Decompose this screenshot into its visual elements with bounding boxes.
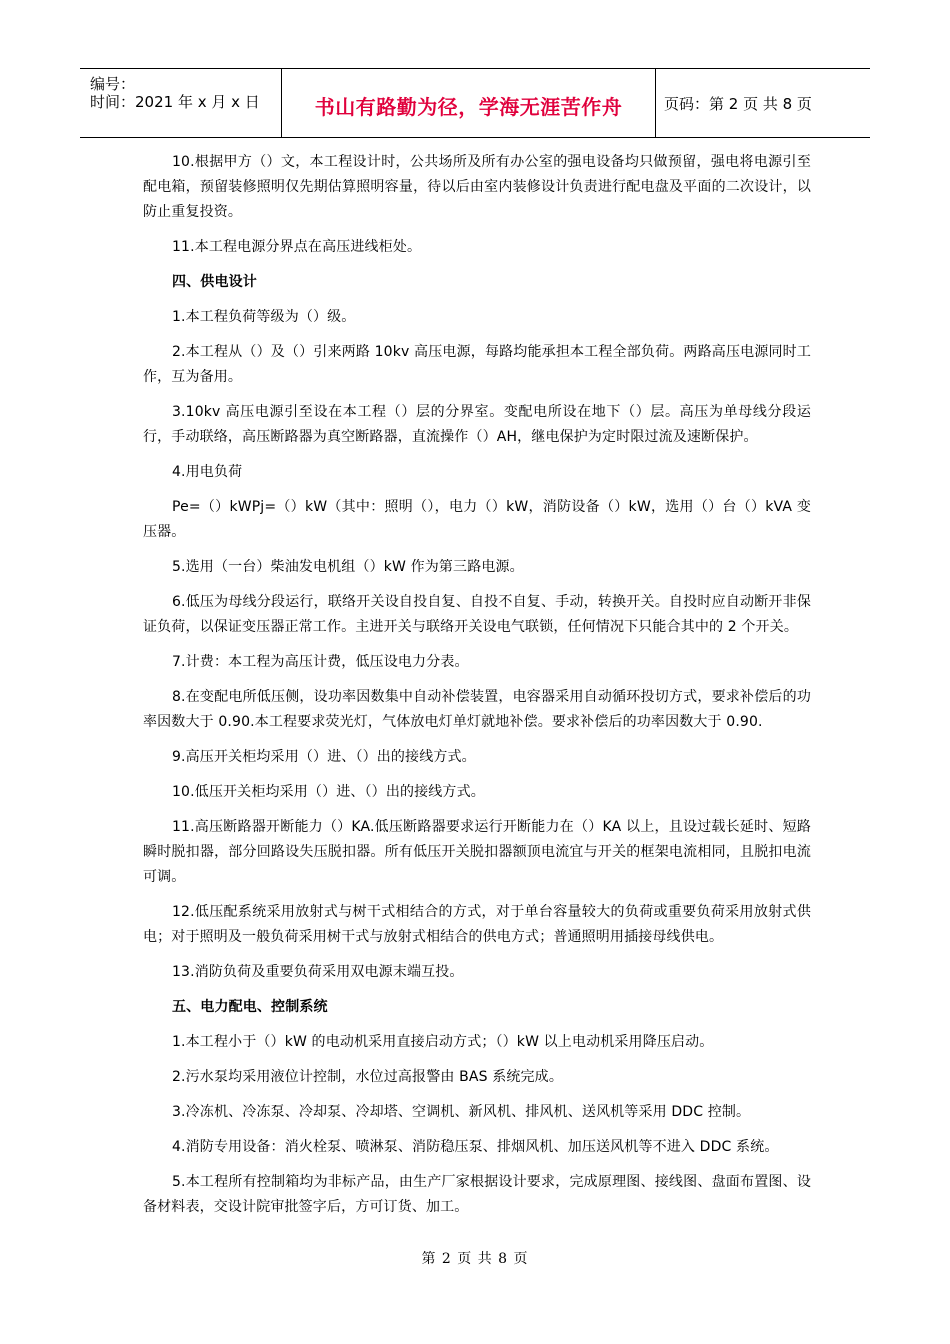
paragraph: 12.低压配系统采用放射式与树干式相结合的方式，对于单台容量较大的负荷或重要负荷采用放射式供电；对于照明及一般负荷采用树干式与放射式相结合的供电方式；普通照明用插接母线供电。 — [143, 904, 811, 945]
paragraph: 4.用电负荷 — [172, 464, 243, 480]
paragraph: 13.消防负荷及重要负荷采用双电源末端互投。 — [172, 964, 464, 980]
header-page-cell — [656, 69, 870, 137]
page-footer: 第 2 页 共 8 页 — [421, 1251, 529, 1267]
header-page-code: 页码：第 2 页 共 8 页 — [664, 95, 812, 113]
paragraph: 1.本工程小于（）kW 的电动机采用直接启动方式；（）kW 以上电动机采用降压启动。 — [172, 1034, 714, 1050]
paragraph: 9.高压开关柜均采用（）进、（）出的接线方式。 — [172, 749, 476, 765]
header-motto: 书山有路勤为径，学海无涯苦作舟 — [314, 95, 623, 119]
section-heading: 四、供电设计 — [172, 274, 257, 290]
header-motto-cell — [282, 69, 656, 137]
paragraph: 6.低压为母线分段运行，联络开关设自投自复、自投不自复、手动，转换开关。自投时应自动断开非保证负荷，以保证变压器正常工作。主进开关与联络开关设电气联锁，任何情况下只能合其中的 2 个开关。 — [143, 594, 811, 635]
paragraph: 2.本工程从（）及（）引来两路 10kv 高压电源，每路均能承担本工程全部负荷。两路高压电源同时工作，互为备用。 — [143, 344, 811, 385]
section-heading: 五、电力配电、控制系统 — [172, 999, 328, 1015]
paragraph: 5.本工程所有控制箱均为非标产品，由生产厂家根据设计要求，完成原理图、接线图、盘面布置图、设备材料表，交设计院审批签字后，方可订货、加工。 — [143, 1174, 811, 1215]
document-number-label: 编号： — [90, 75, 136, 93]
paragraph: 11.高压断路器开断能力（）KA.低压断路器要求运行开断能力在（）KA 以上，且设过载长延时、短路瞬时脱扣器，部分回路设失压脱扣器。所有低压开关脱扣器额顶电流宜与开关的框架电流相同，且脱扣电流可调。 — [143, 819, 811, 885]
paragraph: 3.10kv 高压电源引至设在本工程（）层的分界室。变配电所设在地下（）层。高压为单母线分段运行，手动联络，高压断路器为真空断路器，直流操作（）AH，继电保护为定时限过流及速断保护。 — [143, 404, 811, 445]
header-meta-cell — [80, 69, 282, 137]
paragraph: 2.污水泵均采用液位计控制，水位过高报警由 BAS 系统完成。 — [172, 1069, 563, 1085]
paragraph: 1.本工程负荷等级为（）级。 — [172, 309, 356, 325]
paragraph: 10.根据甲方（）文，本工程设计时，公共场所及所有办公室的强电设备均只做预留，强电将电源引至配电箱，预留装修照明仅先期估算照明容量，待以后由室内装修设计负责进行配电盘及平面的二次设计，以防止重复投资。 — [143, 154, 811, 220]
document-body — [143, 150, 811, 1230]
paragraph: Pe=（）kWPj=（）kW（其中：照明（），电力（）kW，消防设备（）kW，选用（）台（）kVA 变压器。 — [143, 499, 811, 540]
page-header — [80, 68, 870, 138]
paragraph: 7.计费：本工程为高压计费，低压设电力分表。 — [172, 654, 469, 670]
paragraph: 8.在变配电所低压侧，设功率因数集中自动补偿装置，电容器采用自动循环投切方式，要求补偿后的功率因数大于 0.90.本工程要求荧光灯，气体放电灯单灯就地补偿。要求补偿后的功率因数大于 0.90. — [143, 689, 811, 730]
paragraph: 3.冷冻机、冷冻泵、冷却泵、冷却塔、空调机、新风机、排风机、送风机等采用 DDC 控制。 — [172, 1104, 751, 1120]
paragraph: 4.消防专用设备：消火栓泵、喷淋泵、消防稳压泵、排烟风机、加压送风机等不进入 DDC 系统。 — [172, 1139, 779, 1155]
paragraph: 5.选用（一台）柴油发电机组（）kW 作为第三路电源。 — [172, 559, 524, 575]
paragraph: 10.低压开关柜均采用（）进、（）出的接线方式。 — [172, 784, 485, 800]
paragraph: 11.本工程电源分界点在高压进线柜处。 — [172, 239, 422, 255]
document-time-label: 时间：2021 年 x 月 x 日 — [90, 93, 260, 111]
